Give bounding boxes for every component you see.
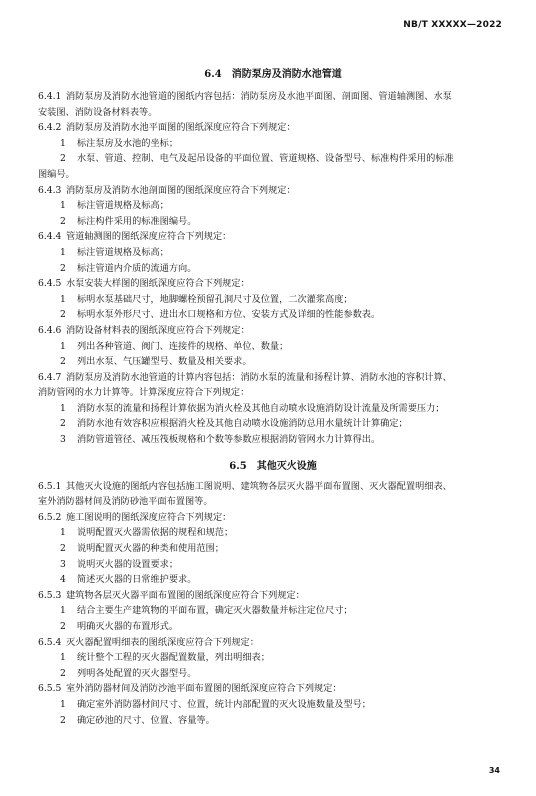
list-item [38,541,508,557]
item-number: 1 [60,402,66,414]
clause-line [38,323,508,339]
item-text: 列明各处配置的灭火器型号。 [77,667,197,679]
list-item [38,354,508,370]
item-text: 列出水泵、气压罐型号、数量及相关要求。 [77,356,252,368]
item-number: 2 [60,714,66,726]
item-number: 1 [60,340,66,352]
clause-line [38,276,508,292]
item-text: 说明灭火器的设置要求； [77,558,179,570]
clause-number: 6.4.7 [38,371,62,383]
item-text: 标注管道内介质的流通方向。 [77,262,197,274]
list-item [38,603,508,619]
clause-text: 水泵安装大样图的图纸深度应符合下列规定： [66,278,250,290]
item-text: 标明水泵外形尺寸、进出水口规格和方位、安装方式及详细的性能参数表。 [77,309,381,321]
item-number: 2 [60,621,66,632]
clause-text: 其他灭火设施的图纸内容包括施工图说明、建筑物各层灭火器平面布置图、灭火器配置明细表、 [66,480,452,492]
clause-number: 6.5.4 [38,636,62,648]
list-item [38,307,508,323]
item-text: 说明配置灭火器的种类和使用范围； [77,543,224,555]
item-text: 消防水池有效容积应根据消火栓及其他自动喷水设施消防总用水量统计计算确定； [77,418,408,430]
clause-number: 6.4.6 [38,324,62,336]
item-text: 标注泵房及水池的坐标； [77,137,179,149]
item-number: 2 [60,543,66,555]
section-spacer [38,448,508,458]
item-number: 1 [60,652,66,664]
list-item [38,650,508,666]
document-body [38,66,508,728]
item-number: 1 [60,293,66,305]
item-text: 标注构件采用的标准图编号。 [77,215,197,227]
list-item [38,136,508,152]
section-title [38,458,508,475]
clause-text: 消防泵房及消防水池管道的图纸内容包括：消防泵房及水池平面图、剖面图、管道轴测图、水泵 [66,91,452,102]
item-number: 3 [60,558,66,570]
item-number: 1 [60,246,66,258]
item-number: 1 [60,137,66,149]
item-number: 4 [60,574,66,586]
item-text: 确定砂池的尺寸、位置、容量等。 [77,714,215,726]
list-item [38,619,508,635]
section-title-text: 其他灭火设施 [256,460,317,472]
clause-text: 消防设备材料表的图纸深度应符合下列规定： [66,324,250,336]
list-item [38,697,508,713]
item-number: 1 [60,698,66,710]
item-number: 3 [60,434,66,446]
list-item [38,151,508,167]
list-item [38,401,508,417]
clause-number: 6.5.2 [38,511,62,523]
item-number: 2 [60,356,66,368]
clause-number: 6.4.3 [38,184,62,196]
clause-text: 建筑物各层灭火器平面布置图的图纸深度应符合下列规定： [66,589,305,601]
item-text: 简述灭火器的日常维护要求。 [77,574,197,586]
clause-text: 室外消防器材间及消防沙池平面布置图的图纸深度应符合下列规定： [66,683,342,695]
item-number: 2 [60,215,66,227]
item-text: 结合主要生产建筑物的平面布置，确定灭火器数量并标注定位尺寸； [77,605,353,617]
clause-text: 消防泵房及消防水池管道的计算内容包括：消防水泵的流量和扬程计算、消防水池的容积计算、 [66,371,452,383]
item-number: 2 [60,418,66,430]
item-text: 消防管道管径、减压筏板规格和个数等参数应根据消防管网水力计算得出。 [77,434,381,446]
clause-text: 灭火器配置明细表的图纸深度应符合下列规定： [66,636,259,648]
list-item [38,339,508,355]
clause-text: 消防泵房及消防水池剖面图的图纸深度应符合下列规定： [66,184,296,196]
list-item [38,416,508,432]
clause-number: 6.4.5 [38,278,62,290]
list-item [38,245,508,261]
clause-line [38,183,508,199]
clause-line [38,681,508,697]
list-item [38,572,508,588]
item-text: 标注管道规格及标高； [77,200,169,212]
item-number: 1 [60,200,66,212]
clause-line [38,588,508,604]
clause-line [38,370,508,386]
clause-text: 消防泵房及消防水池平面图的图纸深度应符合下列规定： [66,122,296,134]
clause-continuation: 安装图、消防设备材料表等。 [38,106,158,118]
section-number: 6.4 [204,69,222,80]
clause-line [38,89,508,105]
clause-number: 6.4.2 [38,122,62,134]
item-text: 水泵、管道、控制、电气及起吊设备的平面位置、管道规格、设备型号、标准构件采用的标准 [77,153,454,165]
list-item [38,198,508,214]
item-number: 2 [60,667,66,679]
item-text: 标明水泵基础尺寸，地脚螺栓预留孔洞尺寸及位置，二次灌浆高度； [77,293,353,305]
item-text: 说明配置灭火器需依据的规程和规范； [77,527,234,539]
list-item [38,666,508,682]
list-item [38,432,508,448]
clause-text: 管道轴测图的图纸深度应符合下列规定： [66,231,232,243]
clause-continuation: 消防管网的水力计算等。计算深度应符合下列规定： [38,387,250,399]
item-continuation: 图编号。 [38,168,75,180]
item-text: 标注管道规格及标高； [77,246,169,258]
list-item [38,261,508,277]
item-number: 1 [60,605,66,617]
list-item [38,713,508,729]
section-title [38,66,508,83]
standard-number: NB/T XXXXX—2022 [403,20,502,30]
list-item [38,525,508,541]
item-text: 统计整个工程的灭火器配置数量，列出明细表； [77,652,270,664]
clause-line [38,479,508,495]
clause-continuation: 室外消防器材间及消防砂池平面布置图等。 [38,496,213,508]
clause-number: 6.5.1 [38,480,62,492]
item-number: 1 [60,527,66,539]
clause-text: 施工图说明的图纸深度应符合下列规定： [66,511,232,523]
clause-line [38,635,508,651]
list-item [38,557,508,573]
section-number: 6.5 [229,460,247,472]
item-text: 明确灭火器的布置形式。 [77,621,179,632]
list-item [38,214,508,230]
item-text: 列出各种管道、阀门、连接件的规格、单位、数量； [77,340,289,352]
item-number: 2 [60,153,66,165]
list-item [38,292,508,308]
item-number: 2 [60,309,66,321]
clause-number: 6.4.4 [38,231,62,243]
item-text: 消防水泵的流量和扬程计算依据为消火栓及其他自动喷水设施消防设计流量及所需要压力； [77,402,445,414]
page-number: 34 [488,766,500,775]
clause-line [38,120,508,136]
section-title-text: 消防泵房及消防水池管道 [231,69,342,80]
item-text: 确定室外消防器材间尺寸、位置，统计内部配置的灭火设施数量及型号； [77,698,371,710]
clause-number: 6.4.1 [38,91,62,102]
clause-line [38,229,508,245]
clause-line [38,510,508,526]
item-number: 2 [60,262,66,274]
clause-number: 6.5.3 [38,589,62,601]
clause-number: 6.5.5 [38,683,62,695]
